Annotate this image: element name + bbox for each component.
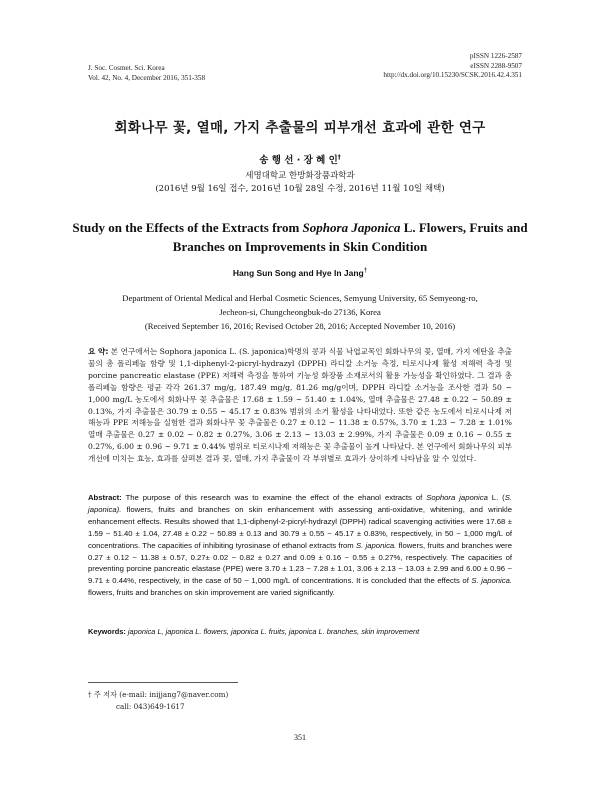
footnote bbox=[88, 689, 228, 712]
pissn: pISSN 1226-2587 bbox=[469, 52, 522, 60]
doi-link[interactable]: http://dx.doi.org/10.15230/SCSK.2016.42.4.351 bbox=[383, 71, 522, 79]
journal-volume: Vol. 42, No. 4, December 2016, 351-358 bbox=[88, 73, 206, 82]
journal-name: J. Soc. Cosmet. Sci. Korea bbox=[88, 64, 165, 72]
korean-authors bbox=[0, 152, 600, 166]
english-abstract-label: Abstract: bbox=[88, 493, 122, 502]
english-abstract-text-d: flowers, fruits and branches were 0.27 ± 0.12 ~ 11.38 ± 0.57, 0.27± 0.02 ~ 0.82 ± 0.27 and 0.09 ± 0.16 ~ 0.55 ± 0.27%, respectively. The capacities of preventing porcine pancreatic elastase (PPE) were 3.70 ± 1.23 ~ 7.28 ± 1.01, 3.06 ± 2.13 ~ 13.03 ± 2.99 and 6.00 ± 0.96 ~ 9.71 ± 0.44%, respectively, in the case of 50 ~ 1,000 mg/L of concentrations. It is concluded that the effects of bbox=[88, 540, 513, 586]
keywords-label: Keywords: bbox=[88, 627, 126, 636]
korean-author-mark: † bbox=[337, 153, 341, 161]
english-authors bbox=[0, 268, 600, 278]
korean-author-names: 송 행 선 · 장 혜 인 bbox=[259, 155, 338, 166]
page-number: 351 bbox=[294, 733, 306, 742]
korean-abstract-text: 본 연구에서는 Sophora japonica L. (S. japonica)학명의 콩과 식물 낙엽교목인 회화나무의 꽃, 열매, 가지 에탄올 추출물의 총 폴리페놀 함량 및 1,1-diphenyl-2-picryl-hydrazyl (DPPH) 라디칼 소거능 측정, 티로시나제 활성 저해력 측정 및 porcine pancreatic elastase (PPE) 저해력 측정을 통하여 기능성 화장품 소재로서의 활용 가능성을 확인하였다. 그 결과 총 폴리페놀 함량은 평균 각각 261.37 mg/g, 187.49 mg/g, 81.26 mg/g이며, DPPH 라디칼 소거능을 조사한 결과 50 ~ 1,000 mg/L 농도에서 회화나무 꽃 추출물은 17.68 ± 1.59 ~ 51.40 ± 1.04%, 열매 추출물은 27.48 ± 0.22 ~ 50.89 ± 0.13%, 가지 추출물은 30.79 ± 0.55 ~ 45.17 ± 0.83% 범위의 소거 활성을 나타내었다. 또한 같은 농도에서 티로시나제 저해능과 PPE 저해능을 실험한 결과 회화나무 꽃 추출물은 0.27 ± 0.12 ~ 11.38 ± 0.57%, 3.70 ± 1.23 ~ 7.28 ± 1.01% 열매 추출물은 0.27 ± 0.02 ~ 0.82 ± 0.27%, 3.06 ± 2.13 ~ 13.03 ± 2.99%, 가지 추출물은 0.09 ± 0.16 ~ 0.55 ± 0.27%, 6.00 ± 0.96 ~ 9.71 ± 0.44% 범위로 티로시나제 저해능은 꽃 추출물이 높게 나타났다. 본 연구에서 회화나무의 피부개선에 미치는 효능, 효과를 살펴본 결과 꽃, 열매, 가지 추출물이 각 부위별로 효과가 상이하게 나타남을 알 수 있었다. bbox=[88, 347, 512, 464]
english-title-part1: Study on the Effects of the Extracts from bbox=[72, 220, 303, 235]
korean-abstract-label: 요 약: bbox=[88, 347, 109, 356]
footnote-phone: call: 043)649-1617 bbox=[116, 701, 185, 711]
english-abstract bbox=[88, 492, 512, 599]
english-title-species: Sophora Japonica bbox=[302, 220, 401, 235]
keywords bbox=[88, 627, 512, 636]
english-affiliation-block bbox=[70, 291, 530, 333]
korean-abstract bbox=[88, 346, 512, 465]
english-affiliation-line1: Department of Oriental Medical and Herbal Cosmetic Sciences, Semyung University, 65 Semyeong-ro, bbox=[122, 293, 478, 303]
english-abstract-species-c: S. japonica. bbox=[356, 540, 397, 550]
english-affiliation-line2: Jecheon-si, Chungcheongbuk-do 27136, Korea bbox=[219, 307, 381, 317]
english-author-mark: † bbox=[363, 268, 368, 275]
footnote-divider bbox=[88, 682, 238, 683]
eissn: eISSN 2288-9507 bbox=[470, 61, 522, 70]
journal-header-right bbox=[383, 52, 522, 81]
english-title-part2: L. Flowers, Fruits and Branches on Improvements in Skin Condition bbox=[172, 220, 528, 254]
english-dates: (Received September 16, 2016; Revised October 28, 2016; Accepted November 10, 2016) bbox=[144, 321, 456, 331]
english-abstract-species-a: Sophora japonica bbox=[426, 493, 488, 502]
english-abstract-text-b: L. ( bbox=[487, 493, 505, 502]
korean-dates: (2016년 9월 16일 접수, 2016년 10월 28일 수정, 2016년 11월 10일 채택) bbox=[155, 184, 445, 194]
korean-affiliation: 세명대학교 한방화장품과학과 bbox=[245, 171, 355, 181]
english-abstract-species-d: S. japonica. bbox=[471, 576, 512, 586]
english-title bbox=[60, 218, 540, 256]
korean-affiliation-block bbox=[0, 170, 600, 196]
journal-header-left bbox=[88, 64, 205, 83]
footnote-author-email: † 주 저자 (e-mail: inijjang7@naver.com) bbox=[88, 690, 229, 699]
keywords-text: japonica L, japonica L. flowers, japonica L. fruits, japonica L. branches, skin improvement bbox=[127, 627, 420, 636]
english-author-names: Hang Sun Song and Hye In Jang bbox=[232, 268, 364, 278]
english-abstract-text-c: flowers, fruits and branches on skin enhancement with assessing anti-oxidative, whitening, and wrinkle enhancement effects. Results showed that 1,1-diphenyl-2-picryl-hydrazyl (DPPH) radical scavenging activities were 17.68 ± 1.59 ~ 51.40 ± 1.04, 27.48 ± 0.22 ~ 50.89 ± 0.13 and 30.79 ± 0.55 ~ 45.17 ± 0.83%, respectively, in 50 ~ 1,000 mg/L of concentrations. The capacities of inhibiting tyrosinase of ethanol extracts from bbox=[88, 504, 512, 550]
english-abstract-text-a: The purpose of this research was to examine the effect of the ehanol extracts of bbox=[121, 493, 427, 502]
english-abstract-species-b: S. japonica). bbox=[88, 493, 512, 514]
english-abstract-text-e: flowers, fruits and branches on skin improvement are varied significantly. bbox=[88, 588, 335, 598]
korean-title: 회화나무 꽃, 열매, 가지 추출물의 피부개선 효과에 관한 연구 bbox=[114, 120, 486, 136]
